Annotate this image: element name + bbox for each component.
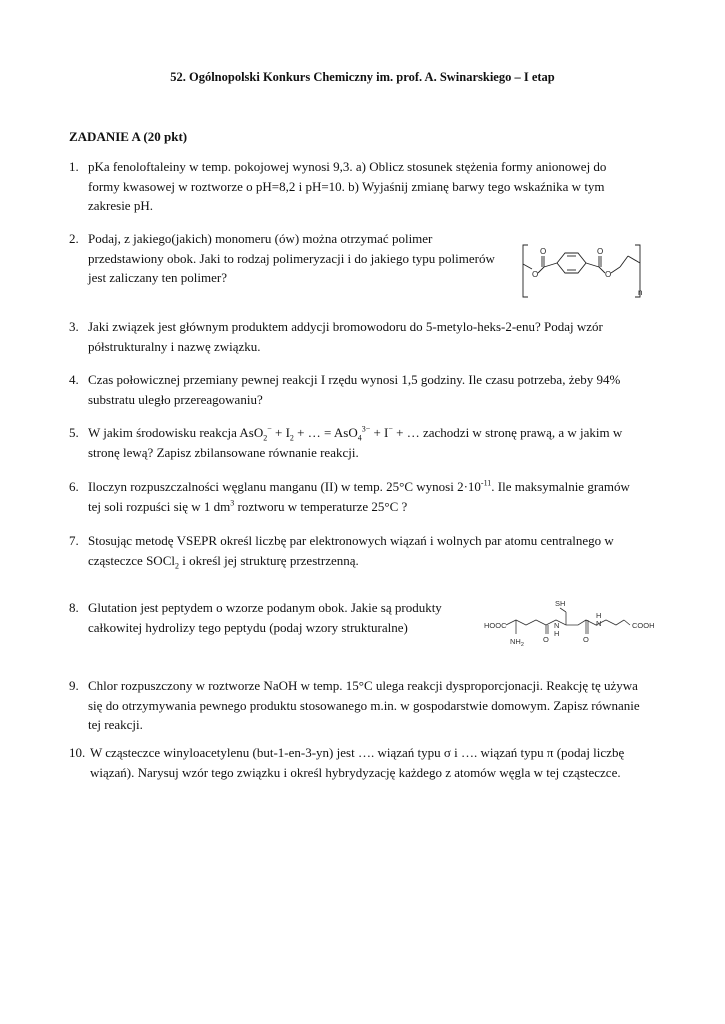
question-text-line: półstrukturalny i nazwę związku. (88, 338, 261, 354)
question-text-line: całkowitej hydrolizy tego peptydu (podaj wzory strukturalne) (88, 619, 408, 635)
question-text-line: Iloczyn rozpuszczalności węglanu manganu (II) w temp. 25°C wynosi $2\cdot 10^{-11}$. Ile maksymalnie gramów (88, 478, 630, 494)
atom-label-hooc: HOOC (484, 621, 507, 630)
question-text-line: przedstawiony obok. Jaki to rodzaj polimeryzacji i do jakiego typu polimerów (88, 250, 495, 266)
question-text-line: się do otrzymywania pewnego produktu stosowanego m.in. w gospodarstwie domowym. Zapisz równanie (88, 697, 640, 713)
polymer-structure-figure (518, 240, 648, 302)
question-text-line: Stosując metodę VSEPR określ liczbę par elektronowych wiązań i wolnych par atomu centralnego w (88, 533, 614, 548)
question-number: 2. (69, 231, 79, 246)
question-text-line: Chlor rozpuszczony w roztworze NaOH w temp. 15°C ulega reakcji dysproporcjonacji. Reakcję tę używa (88, 678, 638, 693)
atom-label-h: H (554, 629, 560, 638)
section-heading: ZADANIE A (20 pkt) (69, 129, 188, 144)
atom-label: O (532, 270, 539, 279)
atom-label-sh: SH (555, 599, 566, 608)
atom-label-nh2: $NH_2$ (510, 637, 524, 648)
atom-label: O (540, 247, 547, 256)
question-text-line: pKa fenoloftaleiny w temp. pokojowej wynosi 9,3. a) Oblicz stosunek stężenia formy anionowej do (88, 159, 607, 174)
question-number: 4. (69, 372, 79, 387)
question-number: 6. (69, 479, 79, 494)
question-text-line: cząsteczce SOCl$_2$ i określ jej strukturę przestrzenną. (88, 552, 359, 571)
glutathione-structure-figure (482, 598, 682, 654)
atom-label-n: N (554, 621, 560, 630)
question-text-line: tej soli rozpuści się w 1 $dm^3$ roztworu w temperaturze 25°C ? (88, 498, 408, 514)
question-number: 1. (69, 159, 79, 174)
question-text-line: Jaki związek jest głównym produktem addycji bromowodoru do 5-metylo-heks-2-enu? Podaj wzór (88, 319, 603, 334)
question-number: 9. (69, 678, 79, 693)
question-text-line: stronę lewą? Zapisz zbilansowane równanie reakcji. (88, 444, 359, 460)
subscript-n-label: n (638, 288, 643, 297)
question-number: 8. (69, 600, 79, 615)
atom-label: O (605, 270, 612, 279)
question-text-line: zakresie pH. (88, 198, 153, 213)
question-text-line: W jakim środowisku reakcja $AsO_2^- + I_2$ + … = AsO$_4^{3-}$ + I− + … zachodzi w stronę prawą, a w jakim w (88, 424, 623, 443)
question-text-line: wiązań). Narysuj wzór tego związku i określ hybrydyzację każdego z atomów węgla w tej cząsteczce. (90, 764, 621, 780)
question-text-line: Podaj, z jakiego(jakich) monomeru (ów) można otrzymać polimer (88, 231, 433, 246)
question-text-line: tej reakcji. (88, 717, 143, 732)
question-text-line: Czas połowicznej przemiany pewnej reakcji I rzędu wynosi 1,5 godziny. Ile czasu potrzeba, żeby 94% (88, 372, 621, 387)
question-text-line: Glutation jest peptydem o wzorze podanym obok. Jakie są produkty (88, 600, 442, 615)
atom-label: O (597, 247, 604, 256)
atom-label-cooh: COOH (632, 621, 655, 630)
atom-label-n: N (596, 619, 602, 628)
atom-label-o: O (543, 635, 549, 644)
atom-label-h: H (596, 611, 602, 620)
question-text-line: jest zaliczany ten polimer? (88, 270, 227, 285)
question-number: 3. (69, 319, 79, 334)
question-text-line: substratu uległo przereagowaniu? (88, 391, 263, 407)
atom-label-o: O (583, 635, 589, 644)
question-number: 7. (69, 533, 79, 548)
question-number: 5. (69, 425, 79, 440)
question-number: 10. (69, 745, 86, 760)
question-text-line: W cząsteczce winyloacetylenu (but-1-en-3-yn) jest …. wiązań typu σ i …. wiązań typu π (podaj liczbę (90, 745, 625, 760)
page-title: 52. Ogólnopolski Konkurs Chemiczny im. prof. A. Swinarskiego – I etap (170, 70, 555, 84)
question-text-line: formy kwasowej w roztworze o pH=8,2 i pH=10. b) Wyjaśnij zmianę barwy tego wskaźnika w tym (88, 178, 605, 194)
